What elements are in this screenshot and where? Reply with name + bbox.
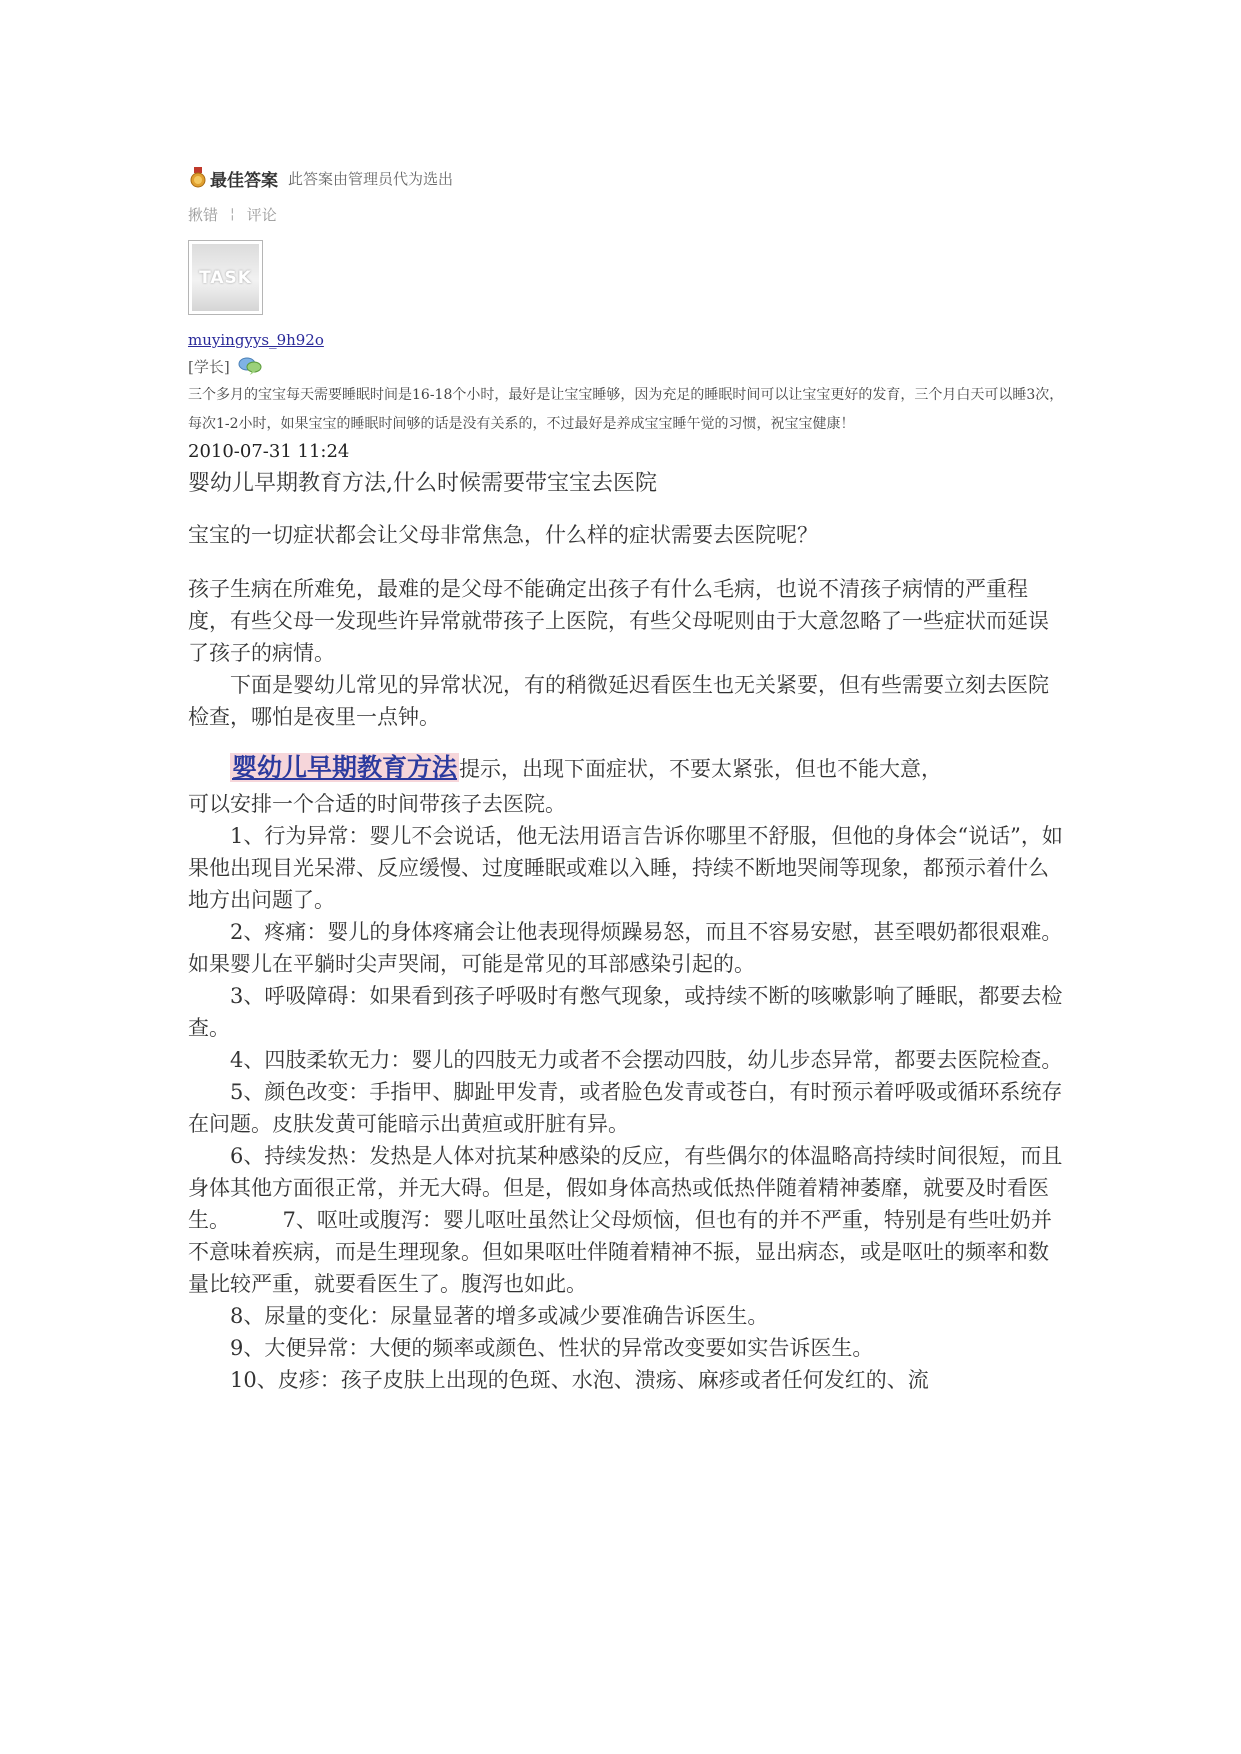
list-item: 1、行为异常：婴儿不会说话，他无法用语言告诉你哪里不舒服，但他的身体会“说话”，如果他出现目光呆滞、反应缓慢、过度睡眠或难以入睡，持续不断地哭闹等现象，都预示着什么地方出问题了。	[188, 824, 1063, 912]
article-intro: 孩子生病在所难免，最难的是父母不能确定出孩子有什么毛病，也说不清孩子病情的严重程度，有些父母一发现些许异常就带孩子上医院，有些父母呢则由于大意忽略了一些症状而延误了孩子的病情。	[188, 577, 1049, 665]
report-error-link[interactable]: 揪错	[188, 205, 219, 224]
comment-link[interactable]: 评论	[246, 205, 277, 224]
list-item: 9、大便异常：大便的频率或颜色、性状的异常改变要如实告诉医生。	[230, 1336, 874, 1360]
article-intro-2: 下面是婴幼儿常见的异常状况，有的稍微延迟看医生也无关紧要，但有些需要立刻去医院检查，哪怕是夜里一点钟。	[188, 673, 1049, 729]
article-lead: 宝宝的一切症状都会让父母非常焦急，什么样的症状需要去医院呢？	[188, 523, 818, 547]
best-answer-header	[188, 164, 1068, 192]
list-item: 6、持续发热：发热是人体对抗某种感染的反应，有些偶尔的体温略高持续时间很短，而且身体其他方面很正常，并无大碍。但是，假如身体高热或低热伴随着精神萎靡，就要及时看医生。 7、呕吐或腹泻：婴儿呕吐虽然让父母烦恼，但也有的并不严重，特别是有些吐奶并不意味着疾病，而是生理现象。但如果呕吐伴随着精神不振，显出病态，或是呕吐的频率和数量比较严重，就要看医生了。腹泻也如此。	[188, 1144, 1063, 1296]
list-item: 4、四肢柔软无力：婴儿的四肢无力或者不会摆动四肢，幼儿步态异常，都要去医院检查。	[230, 1048, 1063, 1072]
best-answer-text: 三个多月的宝宝每天需要睡眠时间是16-18个小时，最好是让宝宝睡够，因为充足的睡眠时间可以让宝宝更好的发育，三个月白天可以睡3次，每次1-2小时，如果宝宝的睡眠时间够的话是没有关系的，不过最好是养成宝宝睡午觉的习惯，祝宝宝健康！	[188, 387, 1064, 432]
best-answer-note: 此答案由管理员代为选出	[288, 169, 454, 188]
list-item: 3、呼吸障碍：如果看到孩子呼吸时有憋气现象，或持续不断的咳嗽影响了睡眠，都要去检查。	[188, 984, 1063, 1040]
list-item: 2、疼痛：婴儿的身体疼痛会让他表现得烦躁易怒，而且不容易安慰，甚至喂奶都很艰难。如果婴儿在平躺时尖声哭闹，可能是常见的耳部感染引起的。	[188, 920, 1063, 976]
medal-icon	[188, 167, 208, 189]
document-page	[188, 164, 1068, 1396]
list-item: 8、尿量的变化：尿量显著的增多或减少要准确告诉医生。	[230, 1304, 769, 1328]
list-item: 10、皮疹：孩子皮肤上出现的色斑、水泡、溃疡、麻疹或者任何发红的、流	[230, 1368, 929, 1392]
user-rank: [学长]	[188, 357, 230, 376]
user-rank-row	[188, 355, 1068, 377]
action-separator: ¦	[230, 206, 235, 222]
article-hint	[188, 743, 1068, 794]
chat-bubble-icon[interactable]	[238, 357, 262, 375]
hint-text: 提示，出现下面症状，不要太紧张，但也不能大意，	[459, 757, 943, 781]
best-answer-title: 最佳答案	[210, 170, 278, 191]
username-link[interactable]: muyingyys_9h92o	[188, 331, 324, 349]
avatar[interactable]	[188, 240, 263, 315]
answer-timestamp: 2010-07-31 11:24	[188, 441, 350, 462]
avatar-image: TASK	[192, 244, 259, 311]
article-title: 婴幼儿早期教育方法,什么时候需要带宝宝去医院	[188, 471, 657, 496]
education-method-link[interactable]: 婴幼儿早期教育方法	[232, 753, 458, 782]
hint-continuation: 可以安排一个合适的时间带孩子去医院。	[188, 792, 566, 816]
list-item: 5、颜色改变：手指甲、脚趾甲发青，或者脸色发青或苍白，有时预示着呼吸或循环系统存在问题。皮肤发黄可能暗示出黄疸或肝脏有异。	[188, 1080, 1063, 1136]
answer-actions	[188, 204, 1068, 224]
